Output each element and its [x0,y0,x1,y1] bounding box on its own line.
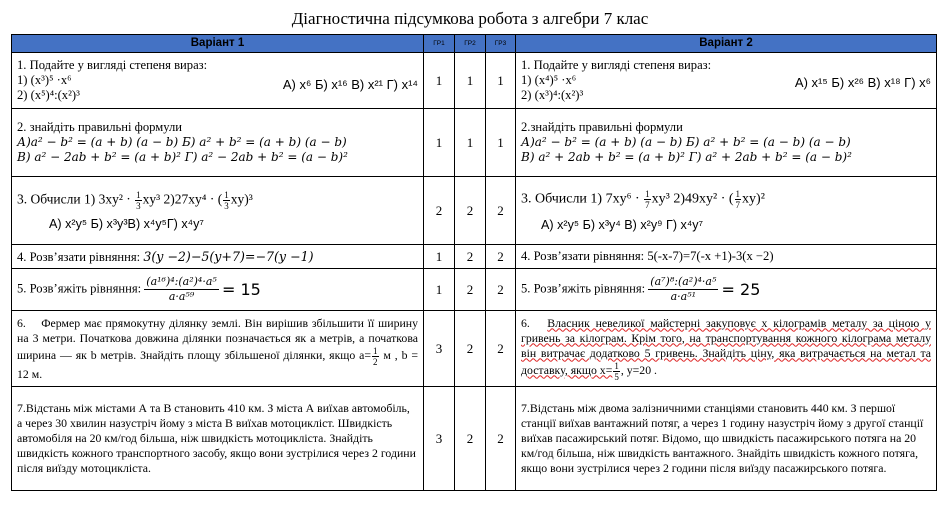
v2-task-2-formula-2: В) a² + 2ab + b² = (a + b)² Г) a² + 2ab + b² = (a − b)² [521,150,852,164]
v2-task-6-number: 6. [521,315,530,330]
v2-task-7 [516,387,937,491]
row-6-g1: 3 [424,311,455,387]
task-row-5 [12,269,937,311]
v1-task-5-numerator: (a¹⁶)⁴:(a²)⁴·a⁵ [146,275,217,288]
v1-task-3 [12,177,424,245]
v1-task-2-formula-1: А)a² − b² = (a + b) (a − b) Б) a² + b² = (a + b) (a − b) [17,135,347,149]
v1-task-3-frac2-num: 1 [224,189,229,200]
v1-task-1-answers: А) x⁶ Б) x¹⁶ В) x²¹ Г) x¹⁴ [282,77,418,92]
row-1-g2: 1 [455,53,486,109]
v1-task-3-prefix: 3. Обчисли 1) 3xy² · [17,191,135,207]
row-1-g1: 1 [424,53,455,109]
v1-task-5-rhs: = 15 [221,280,261,299]
v2-task-5-label: 5. Розв’яжіть рівняння: [521,281,649,296]
v1-task-2-formula-2: В) a² − 2ab + b² = (a + b)² Г) a² − 2ab + b² = (a − b)² [17,150,348,164]
v2-task-3 [516,177,937,245]
row-3-g1: 2 [424,177,455,245]
row-7-g2: 2 [455,387,486,491]
task-row-2 [12,109,937,177]
v2-task-3-frac-den: 7 [645,199,650,210]
v1-task-6 [12,311,424,387]
row-3-g2: 2 [455,177,486,245]
variant-1-header: Варіант 1 [12,35,424,53]
v1-task-4 [12,245,424,269]
v1-task-3-answers: А) x²y⁵ Б) x³y³В) x⁴y⁵Г) x⁴y⁷ [49,216,204,231]
v2-task-2-formula-1: А)a² − b² = (a + b) (a − b) Б) a² + b² = (a − b) (a − b) [521,135,851,149]
v2-task-2-line: 2.знайдіть правильні формули [521,120,683,134]
v2-task-1-expr1: 1) (x⁴)⁵ ·x⁶ [521,73,577,87]
v1-task-7-text: 7.Відстань між містами А та В становить 410 км. З міста А виїхав автомобіль, а через 30 хвилин назустріч йому з міста В виїхав мотоцикліст. Швидкість автомобіля на 20 км/год більша, ніж швидкість мотоцикліста. Знайдіть швидкість кожного транспортного засобу, якщо вони зустрілися через 2 години після виїзду мотоцикліста. [17,401,416,475]
variant-2-header: Варіант 2 [516,35,937,53]
v2-task-3-mid: xy³ 2)49xy² · ( [651,191,734,207]
v1-task-3-frac2-den: 3 [224,200,229,211]
v2-task-5-rhs: = 25 [721,280,761,299]
v2-task-3-answers: А) x²y⁵ Б) x³y⁴ В) x²y⁹ Г) x⁴y⁷ [541,217,704,232]
row-5-g3: 2 [486,269,516,311]
v2-task-3-frac2-num: 1 [735,188,741,199]
v1-task-4-label: 4. Розв’язати рівняння: [17,249,144,264]
task-row-3 [12,177,937,245]
row-2-g1: 1 [424,109,455,177]
task-row-7 [12,387,937,491]
v1-task-6-tail: м , b = 12 м. [17,347,419,381]
v1-task-3-frac-den: 3 [136,200,141,211]
v1-task-5 [12,269,424,311]
v2-task-6 [516,311,937,387]
v1-task-3-mid: xy³ 2)27xy⁴ · ( [142,191,223,207]
row-7-g1: 3 [424,387,455,491]
v2-task-5-denominator: a·a⁵¹ [670,290,697,303]
v1-task-7 [12,387,424,491]
v2-task-2 [516,109,937,177]
row-6-g2: 2 [455,311,486,387]
v1-task-1-line: 1. Подайте у вигляді степеня вираз: [17,58,208,72]
v2-task-6-frac-num: 1 [614,360,619,371]
row-4-g2: 2 [455,245,486,269]
header-row [12,35,937,53]
v1-task-3-suffix: xy)³ [230,191,253,207]
row-2-g2: 1 [455,109,486,177]
row-2-g3: 1 [486,109,516,177]
v2-task-4-equation: 5(-x-7)=7(-x +1)-3(x −2) [647,249,774,263]
v1-task-2 [12,109,424,177]
v2-task-3-prefix: 3. Обчисли 1) 7xy⁶ · [521,191,644,207]
v2-task-1-line: 1. Подайте у вигляді степеня вираз: [521,58,712,72]
v2-task-6-text: Власник невеликої майстерні закуповує x кілограмів металу за ціною y гривень за кілограм. Крім того, на транспортування кожного кілограма металу він витрачає додатково 5 гривень. Знайдіть ціну, яка витрачається на метал та доставку, якщо x= [521,315,931,377]
v2-task-3-frac2-den: 7 [735,199,741,210]
v2-task-7-text: 7.Відстань між двома залізничними станціями становить 440 км. З першої станції виїхав вантажний потяг, а через 1 годину назустріч йому з другої станції виїхав пасажирський потяг. Відомо, що швидкість пасажирського потяга на 20 км/год більша, ніж швидкість вантажного. Знайдіть швидкість кожного потяга, якщо вони зустрілися через 2 години після виїзду пасажирського потяга. [521,401,924,475]
v2-task-3-suffix: xy)² [742,191,765,207]
v1-task-5-label: 5. Розв’яжіть рівняння: [17,281,145,296]
v1-task-6-number: 6. [17,315,26,330]
row-4-g1: 1 [424,245,455,269]
group-1-header: ГР1 [424,35,455,53]
group-3-header: ГР3 [486,35,516,53]
v2-task-3-frac-num: 1 [645,188,650,199]
group-2-header: ГР2 [455,35,486,53]
v1-task-4-equation: 3(y −2)−5(y+7)=−7(y −1) [143,248,314,264]
row-7-g3: 2 [486,387,516,491]
v1-task-1-expr2: 2) (x⁵)⁴:(x²)³ [17,88,80,102]
v1-task-5-denominator: a·a⁵⁹ [168,290,195,303]
row-6-g3: 2 [486,311,516,387]
v1-task-6-frac-num: 1 [373,345,378,356]
task-row-1 [12,53,937,109]
v1-task-6-text: Фермер має прямокутну ділянку землі. Він вирішив збільшити її ширину на 3 метри. Початкова довжина ділянки позначається як a метрів, а початкова ширина — як b метрів. Знайдіть площу збільшеної ділянки, якщо a= [17,315,418,362]
row-5-g1: 1 [424,269,455,311]
v1-task-1-expr1: 1) (x³)⁵ ·x⁶ [17,73,72,87]
v1-task-2-line: 2. знайдіть правильні формули [17,120,182,134]
v2-task-1-expr2: 2) (x³)⁴:(x²)³ [521,88,584,102]
v2-task-4 [516,245,937,269]
v2-task-6-frac-den: 5 [614,371,619,382]
v2-task-6-tail: , y=20 . [620,362,658,377]
v2-task-1-answers: А) x¹⁵ Б) x²⁶ В) x¹⁸ Г) x⁶ [794,75,931,90]
document-title: Діагностична підсумкова робота з алгебри 7 клас [291,9,649,28]
row-5-g2: 2 [455,269,486,311]
row-3-g3: 2 [486,177,516,245]
v1-task-6-frac-den: 2 [373,356,378,367]
task-row-4 [12,245,937,269]
v1-task-3-frac-num: 1 [136,189,141,200]
test-table [11,34,937,491]
v2-task-5-numerator: (a⁷)⁸:(a²)⁴·a⁵ [650,275,717,288]
v2-task-5 [516,269,937,311]
row-4-g3: 2 [486,245,516,269]
task-row-6 [12,311,937,387]
v2-task-4-label: 4. Розв’язати рівняння: [521,249,648,263]
v2-task-1 [516,53,937,109]
v1-task-1 [12,53,424,109]
row-1-g3: 1 [486,53,516,109]
